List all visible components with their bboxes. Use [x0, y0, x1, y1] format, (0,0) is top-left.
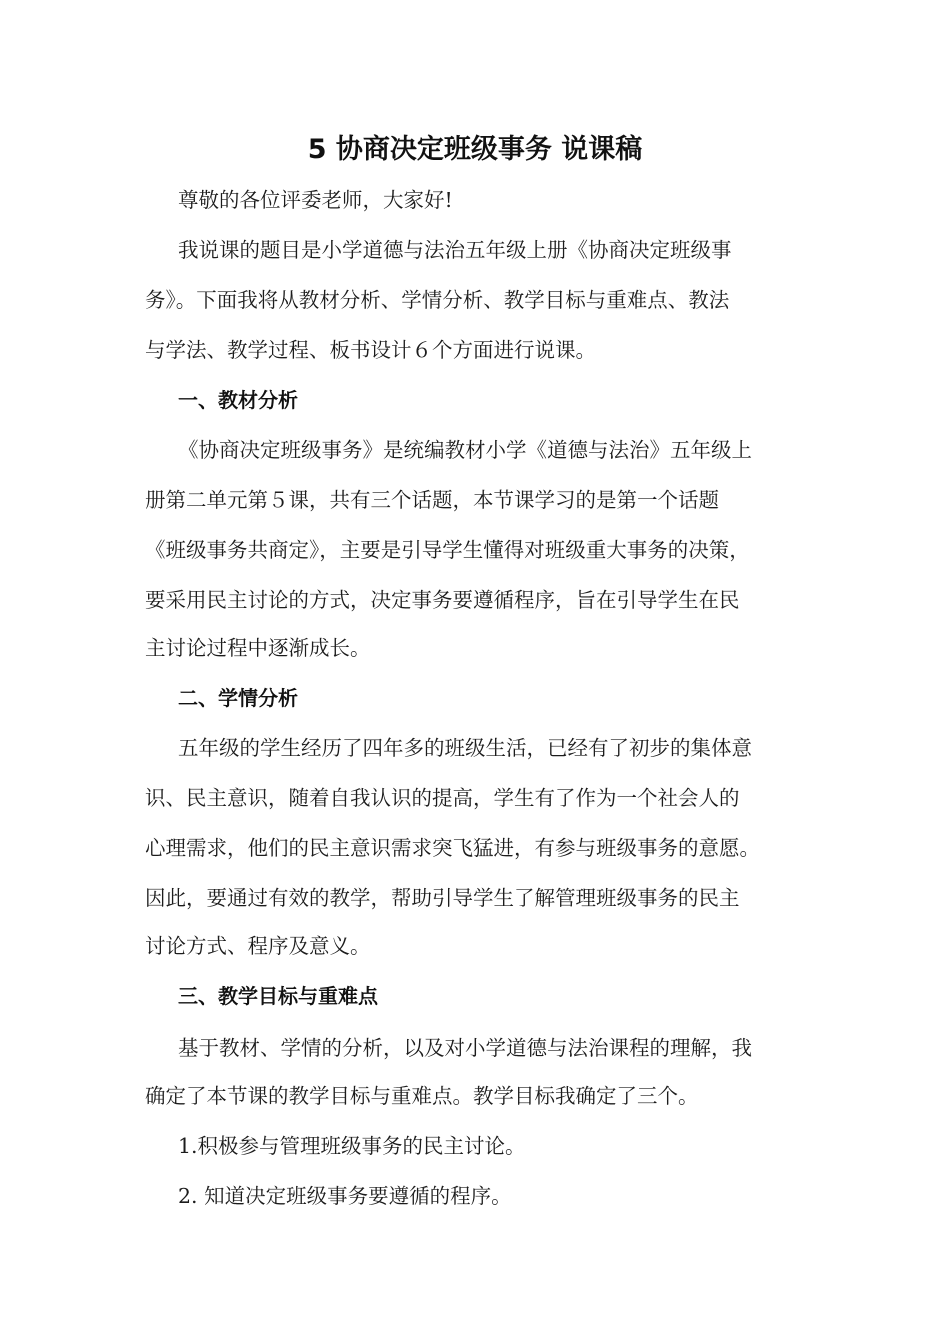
paragraph-line: 《协商决定班级事务》是统编教材小学《道德与法治》五年级上 [178, 438, 752, 462]
paragraph-line: 心理需求，他们的民主意识需求突飞猛进，有参与班级事务的意愿。 [145, 836, 760, 860]
paragraph-line: 五年级的学生经历了四年多的班级生活，已经有了初步的集体意 [178, 736, 752, 760]
paragraph-line: 《班级事务共商定》，主要是引导学生懂得对班级重大事务的决策， [145, 538, 750, 562]
section-heading: 一、教材分析 [178, 388, 298, 412]
intro-line: 与学法、教学过程、板书设计６个方面进行说课。 [145, 338, 596, 362]
intro-line: 我说课的题目是小学道德与法治五年级上册《协商决定班级事 [178, 238, 732, 262]
section-heading: 二、学情分析 [178, 686, 298, 710]
paragraph-line: 确定了本节课的教学目标与重难点。教学目标我确定了三个。 [145, 1084, 699, 1108]
paragraph-line: 主讨论过程中逐渐成长。 [145, 636, 371, 660]
goal-item: 1.积极参与管理班级事务的民主讨论。 [178, 1134, 526, 1158]
goal-item: 2. 知道决定班级事务要遵循的程序。 [178, 1184, 512, 1208]
paragraph-line: 册第二单元第５课，共有三个话题，本节课学习的是第一个话题 [145, 488, 719, 512]
section-heading: 三、教学目标与重难点 [178, 984, 378, 1008]
intro-line: 务》。下面我将从教材分析、学情分析、教学目标与重难点、教法 [145, 288, 730, 312]
document-title: 5 协商决定班级事务 说课稿 [307, 134, 643, 165]
paragraph-line: 基于教材、学情的分析，以及对小学道德与法治课程的理解，我 [178, 1036, 752, 1060]
paragraph-line: 识、民主意识，随着自我认识的提高，学生有了作为一个社会人的 [145, 786, 740, 810]
greeting-paragraph: 尊敬的各位评委老师，大家好! [178, 188, 453, 212]
paragraph-line: 讨论方式、程序及意义。 [145, 934, 371, 958]
paragraph-line: 要采用民主讨论的方式，决定事务要遵循程序，旨在引导学生在民 [145, 588, 740, 612]
paragraph-line: 因此，要通过有效的教学，帮助引导学生了解管理班级事务的民主 [145, 886, 740, 910]
